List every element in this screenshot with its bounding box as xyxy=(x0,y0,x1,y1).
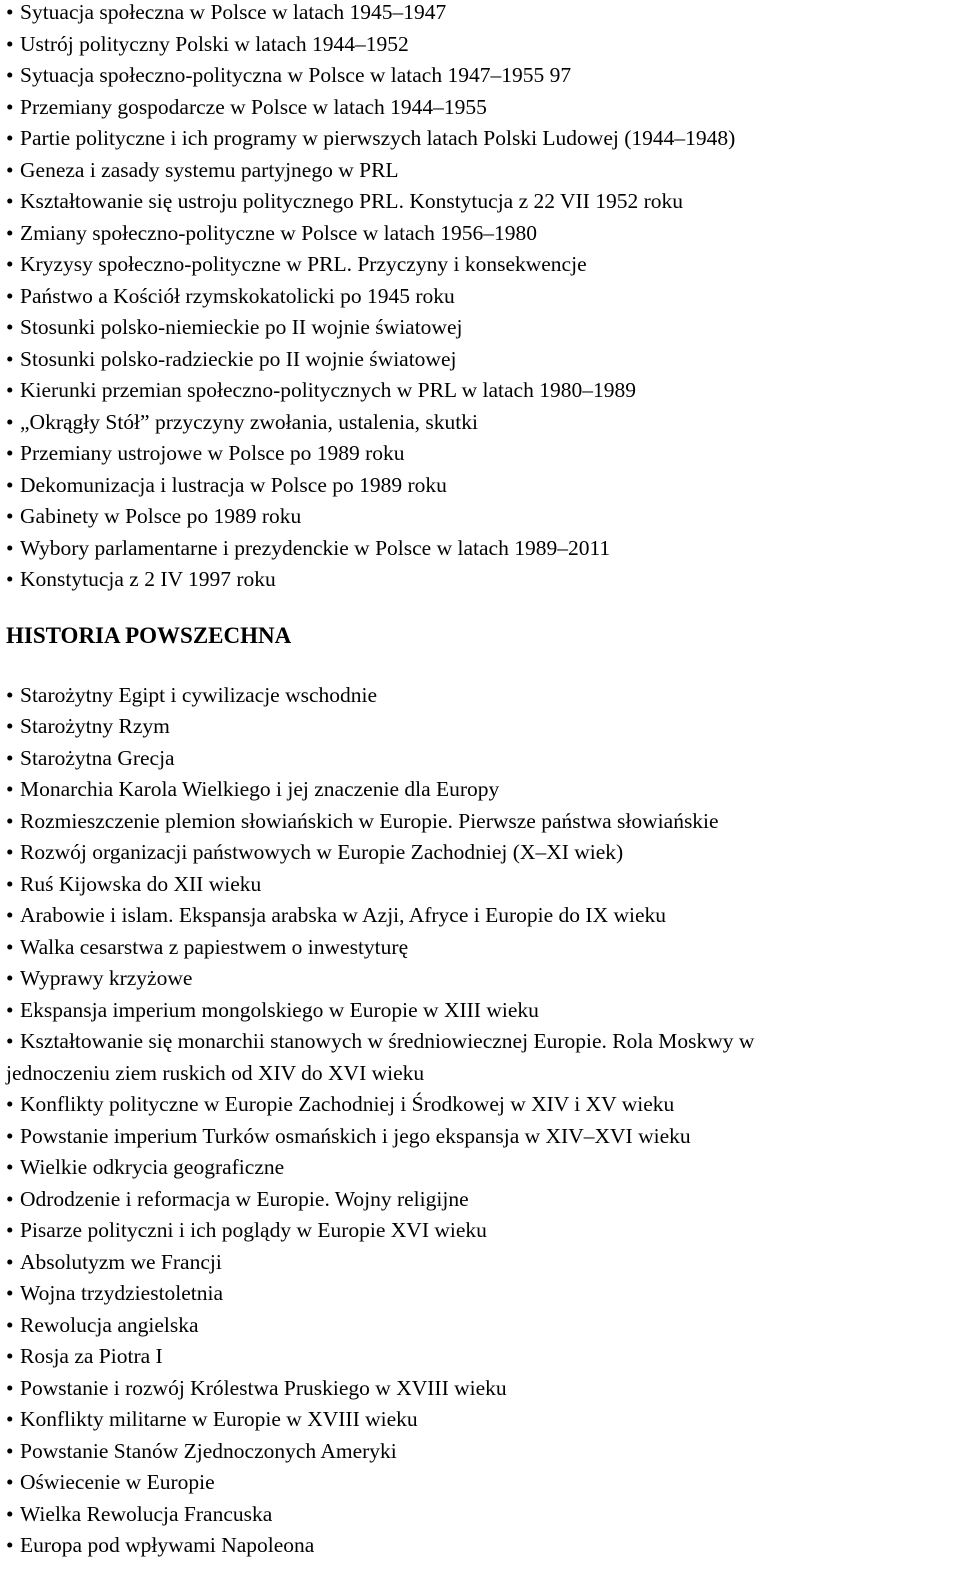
bullet-icon: • xyxy=(6,1218,14,1242)
bullet-icon: • xyxy=(6,504,14,528)
list-item-text-continuation: jednoczeniu ziem ruskich od XIV do XVI wieku xyxy=(6,1060,425,1085)
list-item-text: Stosunki polsko-radzieckie po II wojnie światowej xyxy=(20,346,457,371)
list-item xyxy=(6,1247,960,1279)
list-item-text: Ustrój polityczny Polski w latach 1944–1952 xyxy=(20,31,409,56)
list-item xyxy=(6,1184,960,1216)
bullet-icon: • xyxy=(6,1438,14,1463)
list-item-text: Gabinety w Polsce po 1989 roku xyxy=(20,504,302,528)
bullet-icon: • xyxy=(6,0,14,24)
list-item-text: Pisarze polityczni i ich poglądy w Europie XVI wieku xyxy=(20,1218,487,1242)
list-item xyxy=(6,774,960,806)
list-item xyxy=(6,1436,960,1468)
list-item xyxy=(6,1215,960,1247)
bullet-icon: • xyxy=(6,63,14,87)
list-item-text: Europa pod wpływami Napoleona xyxy=(20,1533,315,1557)
bullet-icon: • xyxy=(6,31,14,56)
list-item xyxy=(6,312,960,344)
list-item-text: Przemiany ustrojowe w Polsce po 1989 roku xyxy=(20,441,405,465)
list-item xyxy=(6,1089,960,1121)
bullet-icon: • xyxy=(6,1501,14,1526)
list-item xyxy=(6,155,960,187)
bullet-icon: • xyxy=(6,441,14,465)
bullet-icon: • xyxy=(6,714,14,738)
bullet-icon: • xyxy=(6,409,14,434)
list-item xyxy=(6,123,960,155)
bullet-icon: • xyxy=(6,315,14,339)
bullet-icon: • xyxy=(6,472,14,497)
list-item-text: Wybory parlamentarne i prezydenckie w Polsce w latach 1989–2011 xyxy=(20,535,611,560)
list-item xyxy=(6,995,960,1027)
bullet-icon: • xyxy=(6,777,14,801)
list-item xyxy=(6,186,960,218)
list-item-text: Starożytna Grecja xyxy=(20,745,175,770)
list-item-text: Kierunki przemian społeczno-politycznych w PRL w latach 1980–1989 xyxy=(20,378,636,402)
bullet-icon: • xyxy=(6,1155,14,1179)
list-item xyxy=(6,29,960,61)
bullet-icon: • xyxy=(6,808,14,833)
list-item-text: Wielkie odkrycia geograficzne xyxy=(20,1155,285,1179)
bullet-icon: • xyxy=(6,567,14,591)
list-item xyxy=(6,837,960,869)
list-item-text: Oświecenie w Europie xyxy=(20,1470,215,1494)
list-item xyxy=(6,711,960,743)
bullet-icon: • xyxy=(6,94,14,119)
list-item xyxy=(6,743,960,775)
list-item-text: Ekspansja imperium mongolskiego w Europie w XIII wieku xyxy=(20,997,539,1022)
bullet-icon: • xyxy=(6,1281,14,1305)
bullet-icon: • xyxy=(6,840,14,864)
list-item xyxy=(6,1530,960,1562)
list-item-text: Absolutyzm we Francji xyxy=(20,1249,222,1274)
list-item xyxy=(6,344,960,376)
list-item-text: Sytuacja społeczna w Polsce w latach 1945–1947 xyxy=(20,0,447,24)
list-item-text: Przemiany gospodarcze w Polsce w latach 1944–1955 xyxy=(20,94,487,119)
list-item-text: Starożytny Rzym xyxy=(20,714,170,738)
list-item-text: Rozmieszczenie plemion słowiańskich w Europie. Pierwsze państwa słowiańskie xyxy=(20,808,719,833)
list-item xyxy=(6,501,960,533)
list-item-text: Stosunki polsko-niemieckie po II wojnie światowej xyxy=(20,315,463,339)
list-item-text: Kształtowanie się monarchii stanowych w średniowiecznej Europie. Rola Moskwy w xyxy=(20,1029,755,1053)
bullet-icon: • xyxy=(6,283,14,308)
list-item-text: Arabowie i islam. Ekspansja arabska w Azji, Afryce i Europie do IX wieku xyxy=(20,903,667,927)
list-item-text: Wojna trzydziestoletnia xyxy=(20,1281,224,1305)
list-item xyxy=(6,249,960,281)
bullet-icon: • xyxy=(6,1123,14,1148)
bullet-icon: • xyxy=(6,126,14,150)
list-item-text: Kryzysy społeczno-polityczne w PRL. Przyczyny i konsekwencje xyxy=(20,252,587,276)
bullet-icon: • xyxy=(6,1344,14,1368)
bullet-icon: • xyxy=(6,1470,14,1494)
bullet-icon: • xyxy=(6,871,14,896)
bullet-icon: • xyxy=(6,997,14,1022)
list-item-text: Powstanie imperium Turków osmańskich i jego ekspansja w XIV–XVI wieku xyxy=(20,1123,691,1148)
list-item xyxy=(6,438,960,470)
list-item-text: Rozwój organizacji państwowych w Europie Zachodniej (X–XI wiek) xyxy=(20,840,624,864)
section-heading-historia-powszechna: HISTORIA POWSZECHNA xyxy=(6,622,292,648)
list-item-wrapped xyxy=(6,1026,960,1089)
list-item xyxy=(6,0,960,29)
bullet-icon: • xyxy=(6,189,14,213)
list-item xyxy=(6,1467,960,1499)
list-item-text: Konflikty polityczne w Europie Zachodniej i Środkowej w XIV i XV wieku xyxy=(20,1092,675,1116)
list-item xyxy=(6,932,960,964)
list-item-text: Wyprawy krzyżowe xyxy=(20,966,193,990)
list-item-text: Konflikty militarne w Europie w XVIII wieku xyxy=(20,1407,418,1431)
bullet-icon: • xyxy=(6,220,14,245)
list-item-text: Kształtowanie się ustroju politycznego PRL. Konstytucja z 22 VII 1952 roku xyxy=(20,189,684,213)
list-item-text: „Okrągły Stół” przyczyny zwołania, ustalenia, skutki xyxy=(20,409,478,434)
list-item xyxy=(6,375,960,407)
bullet-icon: • xyxy=(6,745,14,770)
bullet-icon: • xyxy=(6,252,14,276)
list-item-text: Rosja za Piotra I xyxy=(20,1344,163,1368)
list-item xyxy=(6,533,960,565)
list-item xyxy=(6,1404,960,1436)
list-item xyxy=(6,470,960,502)
bullet-icon: • xyxy=(6,1186,14,1211)
polish-history-topic-list xyxy=(6,0,960,596)
list-item-text: Monarchia Karola Wielkiego i jej znaczenie dla Europy xyxy=(20,777,500,801)
bullet-icon: • xyxy=(6,1375,14,1400)
list-item-text: Partie polityczne i ich programy w pierwszych latach Polski Ludowej (1944–1948) xyxy=(20,126,736,150)
bullet-icon: • xyxy=(6,682,14,707)
list-item xyxy=(6,900,960,932)
list-item-text: Wielka Rewolucja Francuska xyxy=(20,1501,273,1526)
list-item xyxy=(6,1152,960,1184)
list-item-text: Starożytny Egipt i cywilizacje wschodnie xyxy=(20,682,378,707)
list-item xyxy=(6,1341,960,1373)
list-item-text: Powstanie Stanów Zjednoczonych Ameryki xyxy=(20,1438,397,1463)
bullet-icon: • xyxy=(6,966,14,990)
list-item-text: Geneza i zasady systemu partyjnego w PRL xyxy=(20,157,399,182)
bullet-icon: • xyxy=(6,378,14,402)
list-item xyxy=(6,1310,960,1342)
list-item xyxy=(6,1278,960,1310)
list-item-text: Konstytucja z 2 IV 1997 roku xyxy=(20,567,276,591)
bullet-icon: • xyxy=(6,1312,14,1337)
world-history-topic-list xyxy=(6,680,960,1562)
list-item xyxy=(6,1499,960,1531)
bullet-icon: • xyxy=(6,1249,14,1274)
list-item xyxy=(6,680,960,712)
bullet-icon: • xyxy=(6,1533,14,1557)
bullet-icon: • xyxy=(6,1029,14,1053)
list-item-text: Zmiany społeczno-polityczne w Polsce w latach 1956–1980 xyxy=(20,220,538,245)
list-item xyxy=(6,92,960,124)
bullet-icon: • xyxy=(6,903,14,927)
bullet-icon: • xyxy=(6,934,14,959)
list-item-text: Państwo a Kościół rzymskokatolicki po 1945 roku xyxy=(20,283,455,308)
list-item xyxy=(6,281,960,313)
bullet-icon: • xyxy=(6,157,14,182)
bullet-icon: • xyxy=(6,1092,14,1116)
list-item xyxy=(6,218,960,250)
list-item xyxy=(6,806,960,838)
list-item-text: Rewolucja angielska xyxy=(20,1312,199,1337)
list-item-text: Walka cesarstwa z papiestwem o inwestyturę xyxy=(20,934,409,959)
list-item-text: Ruś Kijowska do XII wieku xyxy=(20,871,262,896)
list-item xyxy=(6,869,960,901)
list-item xyxy=(6,564,960,596)
list-item xyxy=(6,60,960,92)
list-item xyxy=(6,1373,960,1405)
list-item-text: Sytuacja społeczno-polityczna w Polsce w latach 1947–1955 97 xyxy=(20,63,572,87)
bullet-icon: • xyxy=(6,1407,14,1431)
list-item-text: Dekomunizacja i lustracja w Polsce po 1989 roku xyxy=(20,472,447,497)
bullet-icon: • xyxy=(6,535,14,560)
bullet-icon: • xyxy=(6,346,14,371)
list-item xyxy=(6,407,960,439)
list-item-text: Odrodzenie i reformacja w Europie. Wojny religijne xyxy=(20,1186,469,1211)
list-item xyxy=(6,963,960,995)
list-item-text: Powstanie i rozwój Królestwa Pruskiego w XVIII wieku xyxy=(20,1375,507,1400)
list-item xyxy=(6,1121,960,1153)
